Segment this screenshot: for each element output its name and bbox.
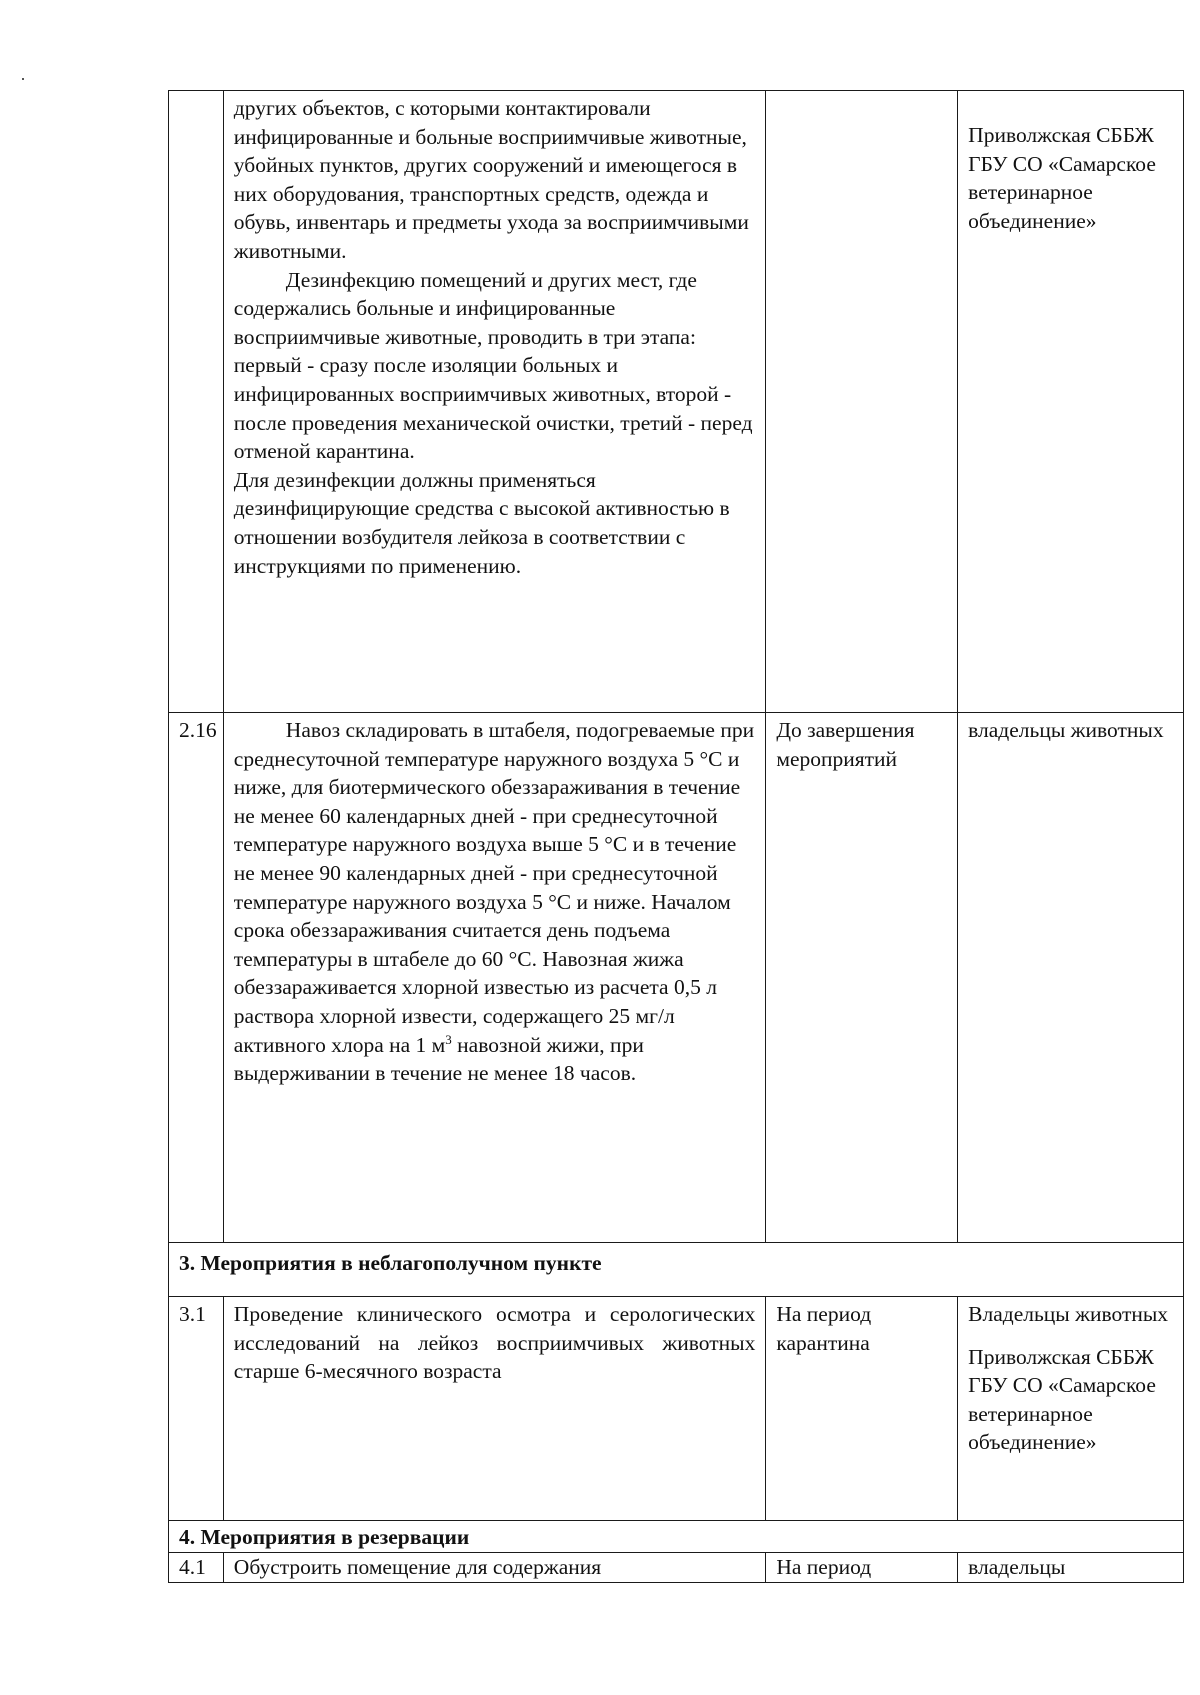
responsible-cell [958,1297,1184,1521]
measure-text-cell [223,1297,766,1521]
responsible-text: владельцы животных [968,718,1164,742]
table-row-2-16 [169,713,1184,1243]
manure-storage-text [234,716,756,1088]
measure-text-cell [223,713,766,1243]
term-text: На период карантина [776,1302,872,1355]
row-number-cell [169,91,224,713]
section-title-3: 3. Мероприятия в неблагополучном пункте [169,1243,1184,1297]
reservation-room-text: Обустроить помещение для содержания [233,1554,602,1579]
manure-text-part-2: навозной жижи, при выдерживании в течение не менее 18 часов. [233,1032,644,1086]
term-cell [766,1297,958,1521]
responsible-owners-text: Владельцы животных [968,1302,1169,1326]
row-number-cell: 2.16 [169,713,224,1243]
term-cell [766,91,958,713]
responsible-text: Приволжская СББЖ ГБУ СО «Самарское ветеринарное объединение» [968,123,1156,233]
measure-text-cell [223,1552,766,1582]
table-row-continuation [169,91,1184,713]
row-number-cell: 4.1 [169,1552,224,1582]
responsible-text: владельцы [968,1554,1066,1579]
disinfectant-requirements-text: Для дезинфекции должны применяться дезинфицирующие средства с высокой активностью в отношении возбудителя лейкоза в соответствии с инструкциями по применению. [233,467,730,578]
term-cell [766,713,958,1243]
row-number-cell: 3.1 [169,1297,224,1521]
section-row-3 [169,1243,1184,1297]
measures-table [168,90,1184,1583]
clinical-examination-text: Проведение клинического осмотра и серологических исследований на лейкоз восприимчивых животных старше 6-месячного возраста [233,1302,756,1384]
section-title-4: 4. Мероприятия в резервации [169,1521,1184,1553]
term-cell [766,1552,958,1582]
table-row-3-1 [169,1297,1184,1521]
responsible-service-text: Приволжская СББЖ ГБУ СО «Самарское ветеринарное объединение» [968,1344,1156,1455]
section-row-4 [169,1521,1184,1553]
responsible-cell [958,713,1184,1243]
measure-text-cell [223,91,766,713]
disinfection-stages-text: Дезинфекцию помещений и других мест, где содержались больные и инфицированные восприимчивые животные, проводить в три этапа: первый - сразу после изоляции больных и инфицированных восприимчивых животных, второй - после проведения механической очистки, третий - перед отменой карантина. [233,267,753,464]
term-text: До завершения мероприятий [776,718,915,771]
cubic-superscript: 3 [445,1031,452,1047]
manure-text-part-1: Навоз складировать в штабеля, подогреваемые при среднесуточной температуре наружного воздуха 5 °С и ниже, для биотермического обеззараживания в течение не менее 60 календарных дней - при среднесуточной температуре наружного воздуха выше 5 °С и в течение не менее 90 календарных дней - при среднесуточной температуре наружного воздуха 5 °С и ниже. Началом срока обеззараживания считается день подъема температуры в штабеле до 60 °С. Навозная жижа обеззараживается хлорной известью из расчета 0,5 л раствора хлорной извести, содержащего 25 мг/л активного хлора на 1 м [233,718,755,1057]
disinfection-objects-text: других объектов, с которыми контактировали инфицированные и больные восприимчивые животные, убойных пунктов, других сооружений и имеющегося в них оборудования, транспортных средств, одежда и обувь, инвентарь и предметы ухода за восприимчивыми животными. [233,96,749,263]
table-row-4-1 [169,1552,1184,1582]
scan-speck [22,78,24,80]
responsible-cell [958,91,1184,713]
spacer [968,1329,1173,1343]
responsible-cell [958,1552,1184,1582]
term-text: На период [776,1554,872,1579]
